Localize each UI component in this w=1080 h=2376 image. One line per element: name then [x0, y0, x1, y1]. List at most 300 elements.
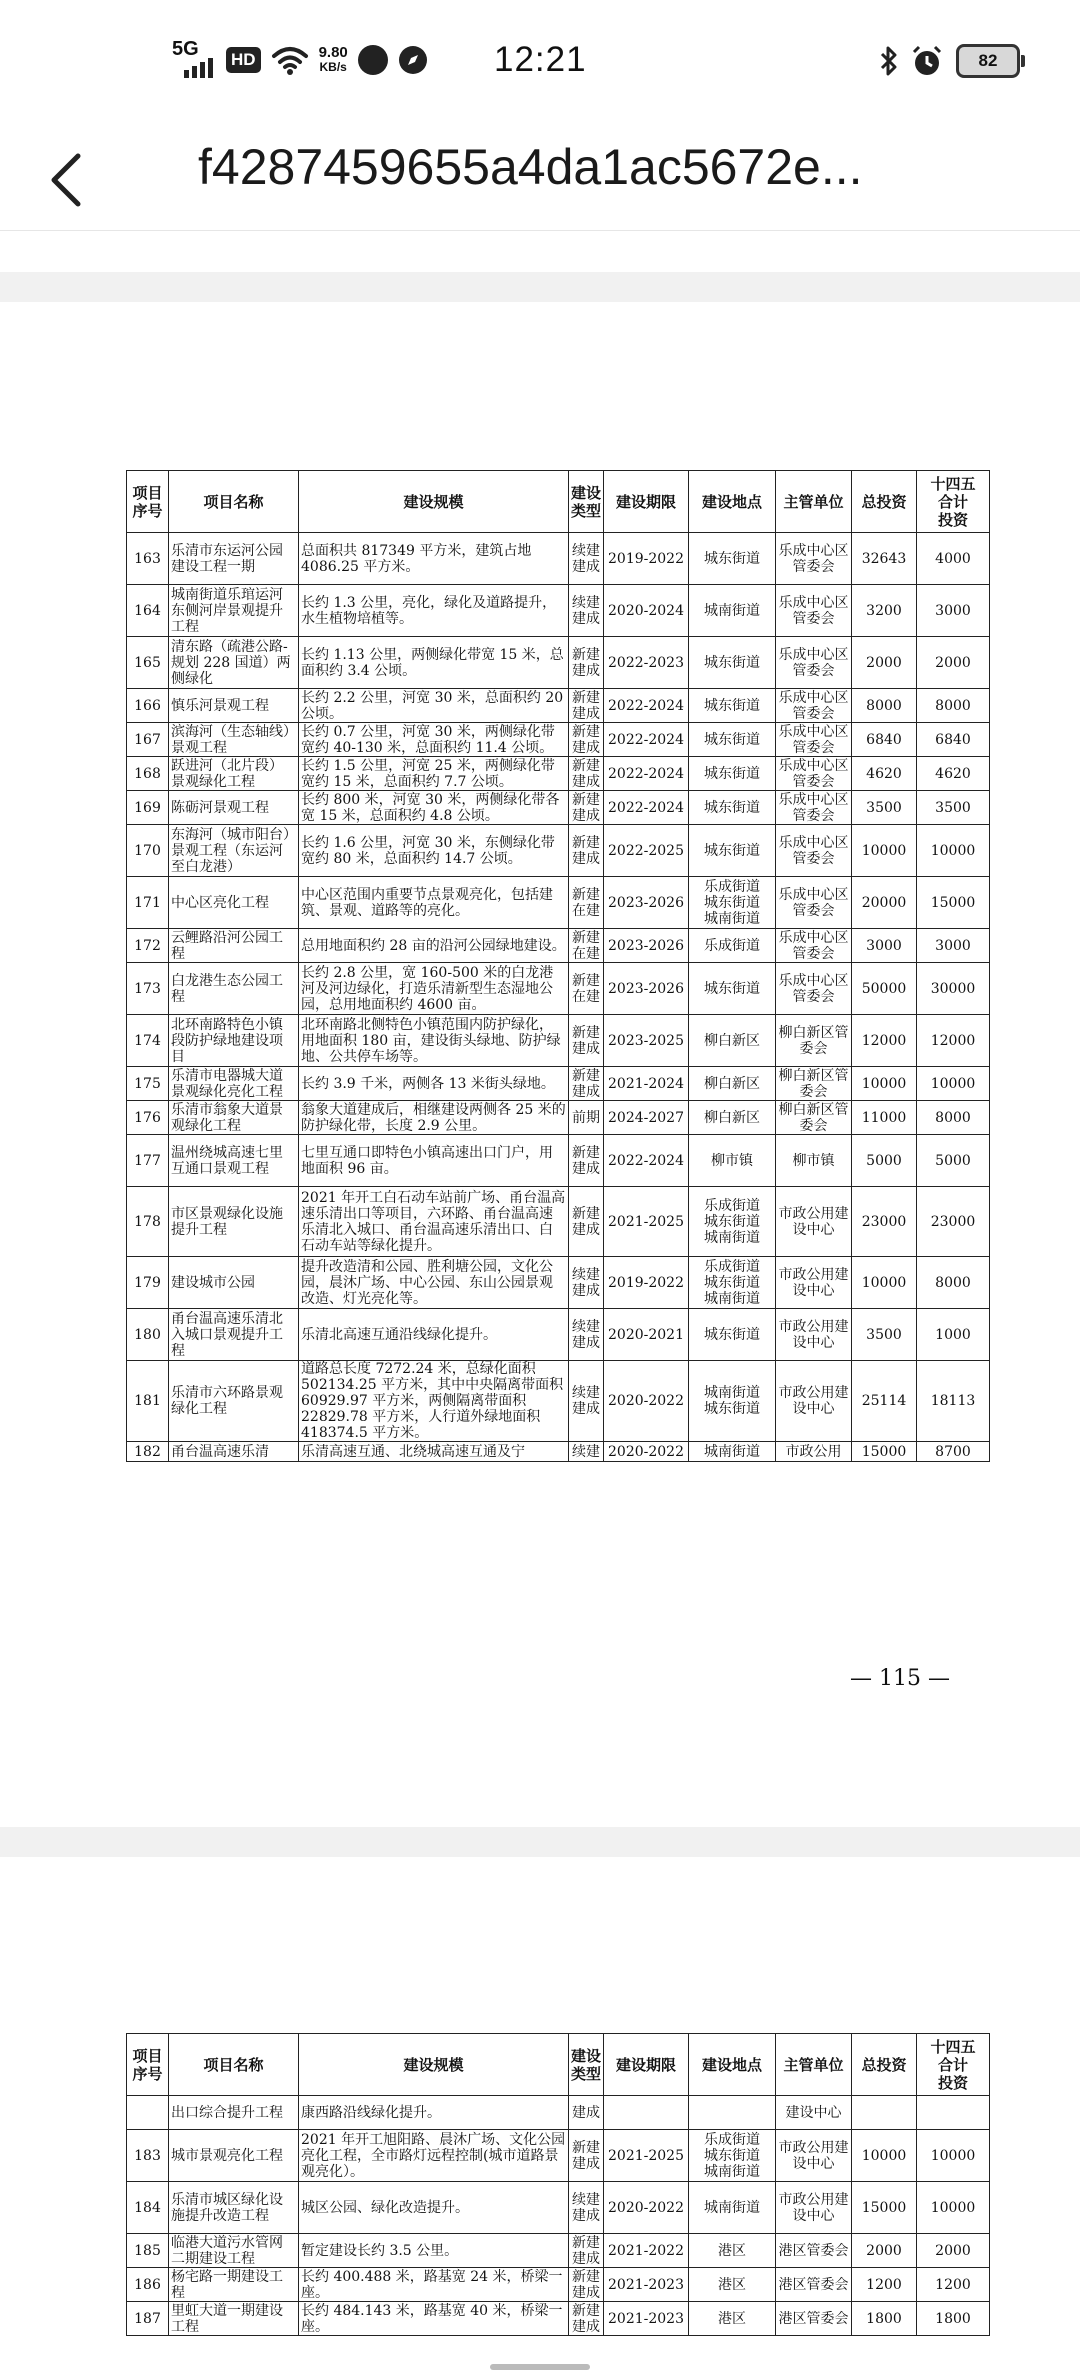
cell-construction-type: 前期 [569, 1101, 604, 1135]
cell-location: 乐成街道 [689, 929, 776, 963]
cell-construction-scale: 中心区范围内重要节点景观亮化，包括建筑、景观、道路等的亮化。 [299, 877, 569, 929]
cell-construction-type: 新建建成 [569, 825, 604, 877]
cell-construction-period: 2023-2025 [604, 1015, 689, 1067]
cell-project-name: 慎乐河景观工程 [169, 689, 299, 723]
header-construction-type: 建设 类型 [569, 471, 604, 533]
cell-row-number: 180 [127, 1309, 169, 1361]
cell-project-name: 建设城市公园 [169, 1257, 299, 1309]
cell-construction-period: 2023-2026 [604, 929, 689, 963]
cell-fourteenth-plan-investment [917, 2096, 990, 2130]
cell-total-investment: 32643 [852, 533, 917, 585]
cell-construction-period: 2021-2023 [604, 2302, 689, 2336]
cell-row-number: 176 [127, 1101, 169, 1135]
cell-construction-period: 2022-2023 [604, 637, 689, 689]
cell-managing-unit: 柳白新区管委会 [776, 1101, 852, 1135]
table-row [127, 1442, 990, 1462]
cell-fourteenth-plan-investment: 3000 [917, 929, 990, 963]
cell-row-number: 173 [127, 963, 169, 1015]
cell-location: 城东街道 [689, 637, 776, 689]
cell-fourteenth-plan-investment: 10000 [917, 1067, 990, 1101]
cell-managing-unit: 乐成中心区管委会 [776, 689, 852, 723]
cell-total-investment: 4620 [852, 757, 917, 791]
cell-managing-unit: 市政公用建设中心 [776, 2130, 852, 2182]
cell-project-name: 云鲤路沿河公园工程 [169, 929, 299, 963]
cell-row-number: 167 [127, 723, 169, 757]
cell-construction-scale: 总用地面积约 28 亩的沿河公园绿地建设。 [299, 929, 569, 963]
cell-project-name: 甬台温高速乐清 [169, 1442, 299, 1462]
status-left [172, 40, 428, 80]
page-separator [0, 1827, 1080, 1857]
table-row [127, 757, 990, 791]
cell-construction-period: 2022-2024 [604, 689, 689, 723]
cell-construction-type: 续建建成 [569, 1257, 604, 1309]
header-construction-period: 建设期限 [604, 471, 689, 533]
cell-row-number: 172 [127, 929, 169, 963]
cell-construction-period: 2021-2022 [604, 2234, 689, 2268]
cell-total-investment: 12000 [852, 1015, 917, 1067]
cell-row-number: 184 [127, 2182, 169, 2234]
cell-managing-unit: 乐成中心区管委会 [776, 585, 852, 637]
table-row [127, 877, 990, 929]
cell-construction-period: 2021-2025 [604, 2130, 689, 2182]
cell-construction-type: 新建在建 [569, 877, 604, 929]
header-row-number: 项目 序号 [127, 2034, 169, 2096]
cell-total-investment [852, 2096, 917, 2130]
cell-fourteenth-plan-investment: 15000 [917, 877, 990, 929]
cell-total-investment: 5000 [852, 1135, 917, 1187]
cell-construction-scale: 康西路沿线绿化提升。 [299, 2096, 569, 2130]
cell-managing-unit: 市政公用建设中心 [776, 1309, 852, 1361]
cell-location: 柳白新区 [689, 1015, 776, 1067]
cell-fourteenth-plan-investment: 18113 [917, 1361, 990, 1442]
cell-row-number: 186 [127, 2268, 169, 2302]
cell-managing-unit: 市政公用 [776, 1442, 852, 1462]
cell-construction-type: 新建建成 [569, 723, 604, 757]
cell-construction-period: 2020-2022 [604, 1442, 689, 1462]
table-row [127, 1309, 990, 1361]
cell-project-name: 温州绕城高速七里互通口景观工程 [169, 1135, 299, 1187]
cell-construction-scale: 总面积共 817349 平方米，建筑占地4086.25 平方米。 [299, 533, 569, 585]
cell-fourteenth-plan-investment: 6840 [917, 723, 990, 757]
cell-construction-period: 2022-2024 [604, 791, 689, 825]
cell-fourteenth-plan-investment: 10000 [917, 2182, 990, 2234]
cell-fourteenth-plan-investment: 10000 [917, 825, 990, 877]
status-right [880, 44, 1020, 78]
cell-row-number: 179 [127, 1257, 169, 1309]
header-project-name: 项目名称 [169, 471, 299, 533]
cell-row-number: 178 [127, 1187, 169, 1257]
cell-construction-type: 续建建成 [569, 1361, 604, 1442]
cell-fourteenth-plan-investment: 8700 [917, 1442, 990, 1462]
cell-construction-scale: 长约 1.13 公里，两侧绿化带宽 15 米，总面积约 3.4 公顷。 [299, 637, 569, 689]
cell-construction-period: 2021-2025 [604, 1187, 689, 1257]
cell-row-number: 181 [127, 1361, 169, 1442]
network-speed [319, 45, 348, 75]
table-header-row [127, 471, 990, 533]
header-construction-scale: 建设规模 [299, 471, 569, 533]
cell-fourteenth-plan-investment: 12000 [917, 1015, 990, 1067]
cell-row-number: 165 [127, 637, 169, 689]
cell-managing-unit: 市政公用建设中心 [776, 1361, 852, 1442]
cell-total-investment: 6840 [852, 723, 917, 757]
cell-construction-period: 2023-2026 [604, 963, 689, 1015]
cell-construction-period: 2023-2026 [604, 877, 689, 929]
table-row [127, 585, 990, 637]
header-managing-unit: 主管单位 [776, 471, 852, 533]
cell-project-name: 北环南路特色小镇段防护绿地建设项目 [169, 1015, 299, 1067]
network-type: 5G [172, 38, 199, 60]
cell-construction-period: 2021-2024 [604, 1067, 689, 1101]
cell-location: 城东街道 [689, 723, 776, 757]
cell-project-name: 乐清市翁象大道景观绿化工程 [169, 1101, 299, 1135]
cell-total-investment: 3500 [852, 791, 917, 825]
cell-construction-period: 2020-2021 [604, 1309, 689, 1361]
cell-fourteenth-plan-investment: 23000 [917, 1187, 990, 1257]
cell-project-name: 中心区亮化工程 [169, 877, 299, 929]
cell-total-investment: 3500 [852, 1309, 917, 1361]
cell-construction-scale: 2021 年开工白石动车站前广场、甬台温高速乐清出口等项目，六环路、甬台温高速乐清北入城口、甬台温高速乐清出口、白石动车站等绿化提升。 [299, 1187, 569, 1257]
cell-managing-unit: 市政公用建设中心 [776, 2182, 852, 2234]
cell-construction-type: 新建建成 [569, 2234, 604, 2268]
cell-project-name: 甬台温高速乐清北入城口景观提升工程 [169, 1309, 299, 1361]
speed-unit: KB/s [319, 60, 347, 74]
cell-row-number: 185 [127, 2234, 169, 2268]
battery-level: 82 [978, 51, 998, 70]
clock: 12:21 [494, 40, 587, 79]
cell-construction-scale: 七里互通口即特色小镇高速出口门户，用地面积 96 亩。 [299, 1135, 569, 1187]
header-construction-type: 建设 类型 [569, 2034, 604, 2096]
table-header-row [127, 2034, 990, 2096]
cell-construction-type: 续建 [569, 1442, 604, 1462]
cell-managing-unit: 乐成中心区管委会 [776, 963, 852, 1015]
header-total-investment: 总投资 [852, 2034, 917, 2096]
cell-construction-scale: 长约 2.2 公里，河宽 30 米，总面积约 20 公顷。 [299, 689, 569, 723]
table-row [127, 1135, 990, 1187]
page-number: — 115 — [850, 1666, 950, 1691]
cell-construction-scale: 长约 1.6 公里，河宽 30 米，东侧绿化带宽约 80 米，总面积约 14.7 公顷。 [299, 825, 569, 877]
cell-fourteenth-plan-investment: 30000 [917, 963, 990, 1015]
back-arrow-icon [40, 138, 100, 218]
cell-construction-type: 建成 [569, 2096, 604, 2130]
cell-managing-unit: 乐成中心区管委会 [776, 825, 852, 877]
cell-row-number: 164 [127, 585, 169, 637]
cell-managing-unit: 港区管委会 [776, 2234, 852, 2268]
cell-construction-type: 新建建成 [569, 791, 604, 825]
cell-location: 城东街道 [689, 757, 776, 791]
cell-total-investment: 10000 [852, 825, 917, 877]
header-row-number: 项目 序号 [127, 471, 169, 533]
cell-managing-unit: 乐成中心区管委会 [776, 877, 852, 929]
table-row [127, 791, 990, 825]
table-row [127, 2182, 990, 2234]
cell-construction-scale: 城区公园、绿化改造提升。 [299, 2182, 569, 2234]
cell-fourteenth-plan-investment: 8000 [917, 1257, 990, 1309]
hd-badge: HD [226, 47, 261, 73]
alarm-icon [910, 44, 944, 78]
cell-construction-period: 2020-2024 [604, 585, 689, 637]
table-row [127, 2096, 990, 2130]
cell-construction-period: 2024-2027 [604, 1101, 689, 1135]
status-bar [0, 0, 1080, 130]
cell-row-number: 169 [127, 791, 169, 825]
cell-construction-scale: 长约 400.488 米，路基宽 24 米，桥梁一座。 [299, 2268, 569, 2302]
table-row [127, 1361, 990, 1442]
cell-construction-scale: 长约 484.143 米，路基宽 40 米，桥梁一座。 [299, 2302, 569, 2336]
cell-location: 城东街道 [689, 689, 776, 723]
cell-construction-scale: 乐清北高速互通沿线绿化提升。 [299, 1309, 569, 1361]
cell-construction-type: 续建建成 [569, 2182, 604, 2234]
cell-row-number: 170 [127, 825, 169, 877]
cell-total-investment: 15000 [852, 2182, 917, 2234]
compass-icon [398, 45, 428, 75]
header-construction-scale: 建设规模 [299, 2034, 569, 2096]
document-page-116 [0, 1857, 1080, 2376]
cell-row-number: 187 [127, 2302, 169, 2336]
title-bar [0, 130, 1080, 231]
cell-construction-period: 2021-2023 [604, 2268, 689, 2302]
cell-location: 城东街道 [689, 963, 776, 1015]
cell-row-number: 168 [127, 757, 169, 791]
cell-total-investment: 10000 [852, 2130, 917, 2182]
cell-construction-type: 续建建成 [569, 585, 604, 637]
cell-fourteenth-plan-investment: 4620 [917, 757, 990, 791]
header-fourteenth-plan-investment: 十四五 合计 投资 [917, 2034, 990, 2096]
cell-total-investment: 23000 [852, 1187, 917, 1257]
document-page-115 [0, 302, 1080, 1827]
cell-managing-unit: 乐成中心区管委会 [776, 637, 852, 689]
cell-managing-unit: 乐成中心区管委会 [776, 929, 852, 963]
cell-construction-scale: 长约 1.3 公里，亮化，绿化及道路提升，水生植物培植等。 [299, 585, 569, 637]
cell-project-name: 东海河（城市阳台）景观工程（东运河至白龙港） [169, 825, 299, 877]
cell-construction-type: 续建建成 [569, 1309, 604, 1361]
cell-total-investment: 50000 [852, 963, 917, 1015]
header-location: 建设地点 [689, 471, 776, 533]
cell-managing-unit: 港区管委会 [776, 2268, 852, 2302]
bluetooth-icon [880, 46, 898, 76]
cell-fourteenth-plan-investment: 1200 [917, 2268, 990, 2302]
cell-location: 城南街道 [689, 1442, 776, 1462]
project-table [126, 470, 990, 1462]
cell-location: 城东街道 [689, 791, 776, 825]
cell-fourteenth-plan-investment: 2000 [917, 637, 990, 689]
cell-construction-period: 2019-2022 [604, 1257, 689, 1309]
cell-fourteenth-plan-investment: 3000 [917, 585, 990, 637]
cell-construction-type: 新建在建 [569, 929, 604, 963]
cell-construction-scale: 2021 年开工旭阳路、晨沐广场、文化公园亮化工程，全市路灯远程控制(城市道路景观亮化）。 [299, 2130, 569, 2182]
cell-total-investment: 1800 [852, 2302, 917, 2336]
cell-construction-period: 2022-2024 [604, 723, 689, 757]
cell-row-number: 177 [127, 1135, 169, 1187]
cell-fourteenth-plan-investment: 8000 [917, 1101, 990, 1135]
cell-construction-type: 新建建成 [569, 2130, 604, 2182]
header-total-investment: 总投资 [852, 471, 917, 533]
cell-location: 柳市镇 [689, 1135, 776, 1187]
cell-location: 柳白新区 [689, 1067, 776, 1101]
cell-project-name: 滨海河（生态轴线）景观工程 [169, 723, 299, 757]
cell-construction-scale: 乐清高速互通、北绕城高速互通及宁 [299, 1442, 569, 1462]
cell-construction-type: 新建建成 [569, 1015, 604, 1067]
cell-location: 乐成街道 城东街道 城南街道 [689, 877, 776, 929]
cell-total-investment: 1200 [852, 2268, 917, 2302]
cell-project-name: 跃进河（北片段）景观绿化工程 [169, 757, 299, 791]
cell-construction-scale: 暂定建设长约 3.5 公里。 [299, 2234, 569, 2268]
cell-project-name: 出口综合提升工程 [169, 2096, 299, 2130]
cell-managing-unit: 柳市镇 [776, 1135, 852, 1187]
cell-fourteenth-plan-investment: 1000 [917, 1309, 990, 1361]
header-fourteenth-plan-investment: 十四五 合计 投资 [917, 471, 990, 533]
back-button[interactable] [40, 138, 100, 218]
cell-location: 乐成街道 城东街道 城南街道 [689, 1257, 776, 1309]
cell-location: 城南街道 [689, 2182, 776, 2234]
table-row [127, 2268, 990, 2302]
cell-construction-period: 2019-2022 [604, 533, 689, 585]
cell-construction-type: 新建建成 [569, 637, 604, 689]
cell-fourteenth-plan-investment: 10000 [917, 2130, 990, 2182]
cell-construction-scale: 长约 800 米，河宽 30 米，两侧绿化带各宽 15 米，总面积约 4.8 公顷。 [299, 791, 569, 825]
cell-construction-period: 2022-2024 [604, 1135, 689, 1187]
cell-managing-unit: 乐成中心区管委会 [776, 791, 852, 825]
cell-row-number: 175 [127, 1067, 169, 1101]
project-table [126, 2033, 990, 2336]
cell-managing-unit: 柳白新区管委会 [776, 1015, 852, 1067]
cell-construction-type: 新建建成 [569, 2302, 604, 2336]
cell-total-investment: 10000 [852, 1257, 917, 1309]
cell-row-number: 171 [127, 877, 169, 929]
app-notification-icon [358, 45, 388, 75]
header-construction-period: 建设期限 [604, 2034, 689, 2096]
cell-construction-scale: 长约 1.5 公里，河宽 25 米，两侧绿化带宽约 15 米，总面积约 7.7 公顷。 [299, 757, 569, 791]
table-row [127, 1015, 990, 1067]
cell-managing-unit: 乐成中心区管委会 [776, 757, 852, 791]
cell-row-number: 166 [127, 689, 169, 723]
cell-managing-unit: 乐成中心区管委会 [776, 723, 852, 757]
cell-project-name: 白龙港生态公园工程 [169, 963, 299, 1015]
cell-construction-period: 2020-2022 [604, 1361, 689, 1442]
cell-location [689, 2096, 776, 2130]
table-row [127, 1067, 990, 1101]
cell-construction-scale: 长约 0.7 公里，河宽 30 米，两侧绿化带宽约 40-130 米，总面积约 11.4 公顷。 [299, 723, 569, 757]
page-separator [0, 272, 1080, 302]
cell-location: 港区 [689, 2234, 776, 2268]
cell-construction-type: 新建在建 [569, 963, 604, 1015]
cell-project-name: 清东路（疏港公路-规划 228 国道）两侧绿化 [169, 637, 299, 689]
table-row [127, 1257, 990, 1309]
table-row [127, 963, 990, 1015]
cell-construction-scale: 提升改造清和公园、胜利塘公园，文化公园，晨沐广场、中心公园、东山公园景观改造、灯光亮化等。 [299, 1257, 569, 1309]
cell-row-number: 183 [127, 2130, 169, 2182]
cell-fourteenth-plan-investment: 3500 [917, 791, 990, 825]
document-title: f4287459655a4da1ac5672e... [198, 139, 863, 195]
cell-project-name: 乐清市城区绿化设施提升改造工程 [169, 2182, 299, 2234]
table-row [127, 637, 990, 689]
cell-total-investment: 3000 [852, 929, 917, 963]
cell-construction-period: 2022-2025 [604, 825, 689, 877]
cell-location: 港区 [689, 2268, 776, 2302]
table-row [127, 1101, 990, 1135]
cell-total-investment: 20000 [852, 877, 917, 929]
cell-project-name: 乐清市电器城大道景观绿化亮化工程 [169, 1067, 299, 1101]
cell-total-investment: 8000 [852, 689, 917, 723]
cell-managing-unit: 市政公用建设中心 [776, 1257, 852, 1309]
cell-project-name: 乐清市东运河公园建设工程一期 [169, 533, 299, 585]
home-indicator[interactable] [490, 2364, 590, 2370]
cell-construction-scale: 翁象大道建成后，相继建设两侧各 25 米的防护绿化带，长度 2.9 公里。 [299, 1101, 569, 1135]
cell-construction-scale: 道路总长度 7272.24 米，总绿化面积502134.25 平方米，其中中央隔离带面积 60929.97 平方米，两侧隔离带面积22829.78 平方米，人行道外绿地面积418374.5 平方米。 [299, 1361, 569, 1442]
cell-row-number: 174 [127, 1015, 169, 1067]
header-location: 建设地点 [689, 2034, 776, 2096]
cell-total-investment: 3200 [852, 585, 917, 637]
cell-construction-period [604, 2096, 689, 2130]
cell-location: 城东街道 [689, 825, 776, 877]
cell-managing-unit: 建设中心 [776, 2096, 852, 2130]
cell-location: 柳白新区 [689, 1101, 776, 1135]
cell-total-investment: 2000 [852, 637, 917, 689]
cell-location: 港区 [689, 2302, 776, 2336]
cell-fourteenth-plan-investment: 5000 [917, 1135, 990, 1187]
cell-fourteenth-plan-investment: 8000 [917, 689, 990, 723]
table-row [127, 1187, 990, 1257]
cell-construction-period: 2022-2024 [604, 757, 689, 791]
header-project-name: 项目名称 [169, 2034, 299, 2096]
cell-managing-unit: 乐成中心区管委会 [776, 533, 852, 585]
cell-project-name: 临港大道污水管网二期建设工程 [169, 2234, 299, 2268]
cell-total-investment: 2000 [852, 2234, 917, 2268]
cell-project-name: 乐清市六环路景观绿化工程 [169, 1361, 299, 1442]
cell-total-investment: 15000 [852, 1442, 917, 1462]
wifi-icon [271, 45, 309, 75]
cell-construction-scale: 长约 2.8 公里，宽 160-500 米的白龙港河及河边绿化，打造乐清新型生态湿地公园，总用地面积约 4600 亩。 [299, 963, 569, 1015]
header-managing-unit: 主管单位 [776, 2034, 852, 2096]
signal-icon [172, 40, 216, 80]
cell-location: 乐成街道 城东街道 城南街道 [689, 2130, 776, 2182]
cell-row-number: 182 [127, 1442, 169, 1462]
cell-construction-type: 新建建成 [569, 757, 604, 791]
cell-location: 城东街道 [689, 1309, 776, 1361]
cell-managing-unit: 柳白新区管委会 [776, 1067, 852, 1101]
cell-construction-type: 新建建成 [569, 1187, 604, 1257]
cell-project-name: 里虹大道一期建设工程 [169, 2302, 299, 2336]
cell-construction-scale: 长约 3.9 千米，两侧各 13 米街头绿地。 [299, 1067, 569, 1101]
cell-construction-type: 新建建成 [569, 2268, 604, 2302]
cell-construction-type: 新建建成 [569, 1135, 604, 1187]
table-row [127, 2130, 990, 2182]
cell-location: 乐成街道 城东街道 城南街道 [689, 1187, 776, 1257]
cell-project-name: 杨宅路一期建设工程 [169, 2268, 299, 2302]
cell-total-investment: 25114 [852, 1361, 917, 1442]
table-row [127, 2302, 990, 2336]
cell-managing-unit: 市政公用建设中心 [776, 1187, 852, 1257]
cell-row-number: 163 [127, 533, 169, 585]
battery-icon [956, 44, 1020, 78]
cell-project-name: 市区景观绿化设施提升工程 [169, 1187, 299, 1257]
table-row [127, 689, 990, 723]
cell-construction-type: 新建建成 [569, 689, 604, 723]
table-row [127, 2234, 990, 2268]
cell-location: 城南街道 [689, 585, 776, 637]
cell-project-name: 城市景观亮化工程 [169, 2130, 299, 2182]
table-row [127, 929, 990, 963]
table-row [127, 533, 990, 585]
cell-total-investment: 10000 [852, 1067, 917, 1101]
cell-row-number [127, 2096, 169, 2130]
cell-fourteenth-plan-investment: 1800 [917, 2302, 990, 2336]
cell-construction-type: 新建建成 [569, 1067, 604, 1101]
cell-location: 城东街道 [689, 533, 776, 585]
cell-construction-period: 2020-2022 [604, 2182, 689, 2234]
cell-total-investment: 11000 [852, 1101, 917, 1135]
cell-managing-unit: 港区管委会 [776, 2302, 852, 2336]
cell-fourteenth-plan-investment: 4000 [917, 533, 990, 585]
